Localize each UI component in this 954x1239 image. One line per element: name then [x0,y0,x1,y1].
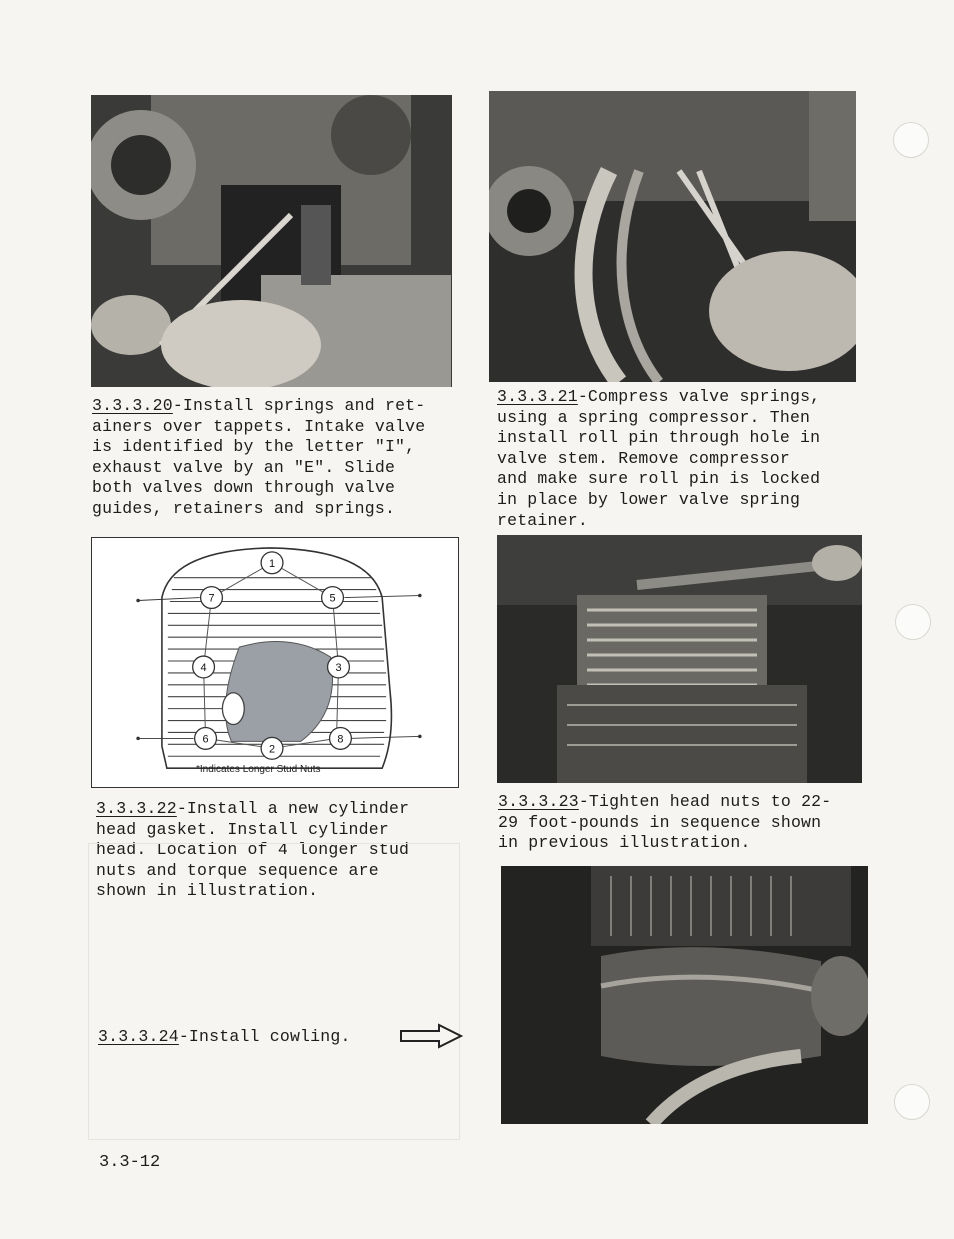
diagram-note: *Indicates Longer Stud Nuts [196,764,321,775]
step-number: 3.3.3.21 [497,387,578,406]
bolt-label-1: 1 [268,557,276,570]
step-caption-3-3-3-21 [497,387,820,531]
photo-install-springs [91,95,452,387]
bolt-label-5: 5 [329,592,336,605]
step-number: 3.3.3.24 [98,1027,179,1046]
cylinder-head-diagram [91,537,459,788]
photo-install-cowling [501,866,868,1124]
step-text: -Install cowling. [178,1027,351,1046]
binder-hole-middle [895,604,931,640]
bolt-label-2: 2 [268,743,276,756]
step-text: -Compress valve springs, using a spring compressor. Then install roll pin through hole in valve stem. Remove compressor and make sure roll pin is locked in place by lower valve spring retainer. [497,387,821,530]
step-caption-3-3-3-24 [98,1027,351,1048]
step-number: 3.3.3.20 [92,396,173,415]
step-caption-3-3-3-23 [498,792,831,854]
page-number: 3.3-12 [99,1153,161,1172]
binder-hole-bottom [894,1084,930,1120]
step-number: 3.3.3.23 [498,792,579,811]
bolt-label-8: 8 [337,733,344,746]
photo-tighten-head-nuts [497,535,862,783]
photo-compress-valve-springs [489,91,856,382]
bleed-through-area [88,843,460,1140]
binder-hole-top [893,122,929,158]
step-text: -Install a new cylinder head gasket. Install cylinder head. Location of 4 longer stud nuts and torque sequence are shown in illustration. [96,799,410,901]
step-number: 3.3.3.22 [96,799,177,818]
step-text: -Tighten head nuts to 22- 29 foot-pounds in sequence shown in previous illustration. [498,792,832,853]
bolt-label-3: 3 [335,661,342,674]
bolt-label-6: 6 [202,733,209,746]
bolt-label-4: 4 [200,661,207,674]
bolt-label-7: 7 [208,592,215,605]
step-caption-3-3-3-20 [92,396,425,520]
step-text: -Install springs and ret- ainers over tappets. Intake valve is identified by the letter "I", exhaust valve by an "E". Slide both valves down through valve guides, retainers and springs. [92,396,426,518]
right-arrow-icon [399,1023,465,1049]
